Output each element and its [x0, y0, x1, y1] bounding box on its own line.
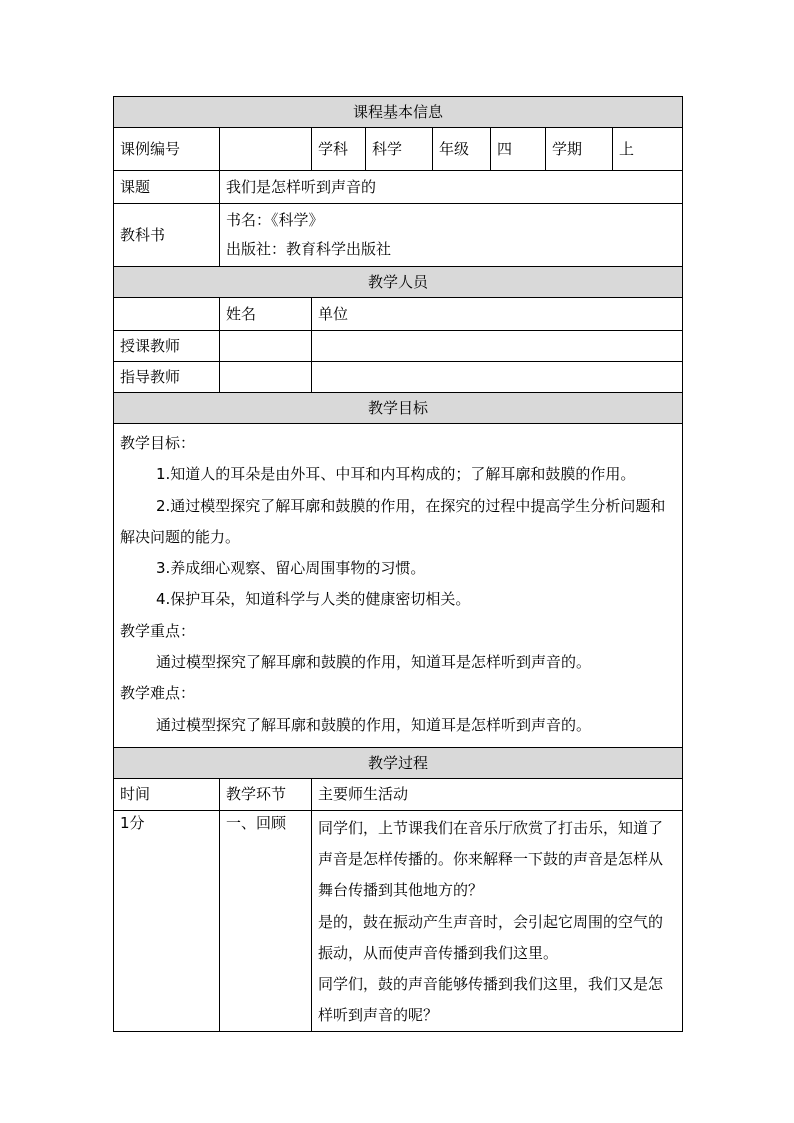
- advisor-unit: [312, 362, 683, 393]
- lesson-plan-document: [113, 96, 682, 1032]
- textbook-value: [220, 204, 683, 267]
- textbook-row: [114, 204, 683, 267]
- section-header-goals: [114, 393, 683, 424]
- section-title: 教学人员: [114, 267, 683, 298]
- grade-label: 年级: [433, 128, 491, 171]
- lesson-plan-table: [113, 96, 683, 1032]
- advisor-label: 指导教师: [114, 362, 220, 393]
- advisor-row: [114, 362, 683, 393]
- staff-blank-cell: [114, 298, 220, 331]
- difficult-point-heading: 教学难点：: [120, 684, 196, 703]
- goals-content: [114, 424, 683, 748]
- case-no-label: 课例编号: [114, 128, 220, 171]
- teacher-label: 授课教师: [114, 331, 220, 362]
- stage-header: 教学环节: [220, 778, 312, 810]
- topic-row: [114, 171, 683, 204]
- staff-header-row: [114, 298, 683, 331]
- activity-header: 主要师生活动: [312, 778, 683, 810]
- advisor-name: [220, 362, 312, 393]
- process-activity: [312, 810, 683, 1031]
- textbook-name: 书名：《科学》: [226, 211, 324, 229]
- unit-header: 单位: [312, 298, 683, 331]
- name-header: 姓名: [220, 298, 312, 331]
- case-no-value: [220, 128, 312, 171]
- section-title: 课程基本信息: [114, 97, 683, 128]
- subject-label: 学科: [312, 128, 366, 171]
- goal-item: 2.通过模型探究了解耳廓和鼓膜的作用，在探究的过程中提高学生分析问题和解决问题的能力。: [120, 496, 666, 546]
- goal-item: 1.知道人的耳朵是由外耳、中耳和内耳构成的；了解耳廓和鼓膜的作用。: [156, 465, 636, 484]
- key-point-heading: 教学重点：: [120, 621, 196, 640]
- section-header-basic-info: [114, 97, 683, 128]
- teacher-unit: [312, 331, 683, 362]
- basic-info-row: [114, 128, 683, 171]
- section-title: 教学目标: [114, 393, 683, 424]
- process-header-row: [114, 778, 683, 810]
- section-header-staff: [114, 267, 683, 298]
- teacher-name: [220, 331, 312, 362]
- textbook-publisher: 出版社：教育科学出版社: [226, 240, 392, 258]
- section-header-process: [114, 747, 683, 778]
- process-stage: 一、回顾: [220, 810, 312, 1031]
- activity-paragraph: 是的，鼓在振动产生声音时，会引起它周围的空气的振动，从而使声音传播到我们这里。: [318, 912, 664, 962]
- activity-paragraph: 同学们，鼓的声音能够传播到我们这里，我们又是怎样听到声音的呢？: [318, 974, 664, 1025]
- topic-label: 课题: [114, 171, 220, 204]
- process-row: [114, 810, 683, 1031]
- goal-item: 4.保护耳朵，知道科学与人类的健康密切相关。: [156, 590, 471, 609]
- goal-item: 3.养成细心观察、留心周围事物的习惯。: [156, 559, 426, 578]
- time-header: 时间: [114, 778, 220, 810]
- topic-value: 我们是怎样听到声音的: [220, 171, 683, 204]
- term-value: 上: [613, 128, 683, 171]
- difficult-point-text: 通过模型探究了解耳廓和鼓膜的作用，知道耳是怎样听到声音的。: [156, 715, 592, 734]
- grade-value: 四: [491, 128, 546, 171]
- key-point-text: 通过模型探究了解耳廓和鼓膜的作用，知道耳是怎样听到声音的。: [156, 653, 592, 672]
- subject-value: 科学: [366, 128, 433, 171]
- teacher-row: [114, 331, 683, 362]
- goals-heading: 教学目标：: [120, 434, 196, 452]
- term-label: 学期: [546, 128, 613, 171]
- textbook-label: 教科书: [114, 204, 220, 267]
- section-title: 教学过程: [114, 747, 683, 778]
- goals-row: [114, 424, 683, 748]
- activity-paragraph: 同学们，上节课我们在音乐厅欣赏了打击乐，知道了声音是怎样传播的。你来解释一下鼓的声音是怎样从舞台传播到其他地方的？: [318, 818, 664, 900]
- process-time: 1分: [114, 810, 220, 1031]
